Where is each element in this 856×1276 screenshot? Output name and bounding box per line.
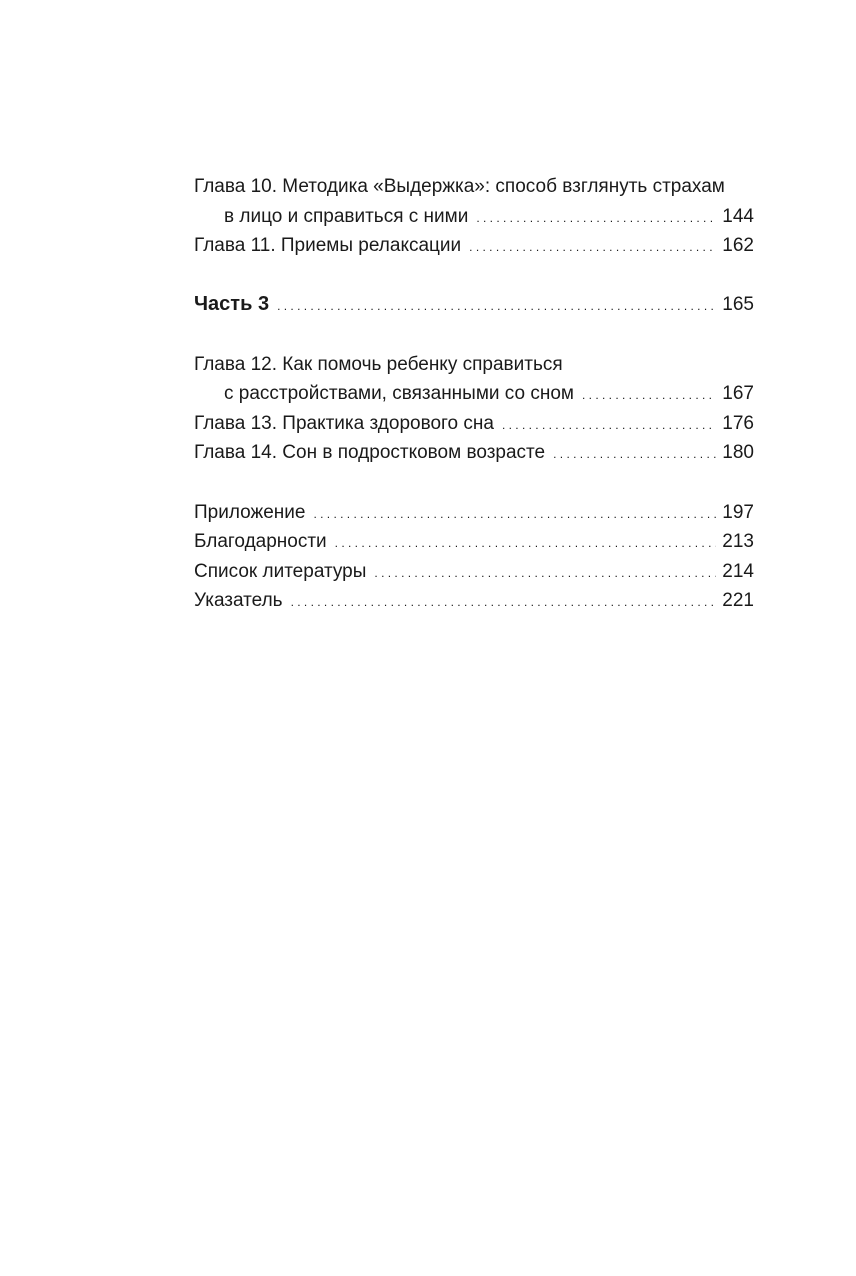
dot-leader: [553, 438, 716, 470]
toc-page-number: 162: [722, 235, 754, 257]
toc-entry-chapter-12-line2: [194, 379, 754, 409]
toc-page-number: 197: [722, 501, 754, 523]
section-gap: [194, 468, 754, 498]
toc-entry-title: Глава 13. Практика здорового сна: [194, 412, 494, 434]
toc-entry-chapter-12-line1: [194, 350, 754, 380]
toc-page-number: 165: [722, 294, 754, 316]
section-gap: [194, 320, 754, 350]
toc-entry-title: в лицо и справиться с ними: [224, 205, 469, 227]
toc-entry-title: Благодарности: [194, 531, 327, 553]
toc-entry-chapter-11: [194, 231, 754, 261]
toc-entry-title: Глава 12. Как помочь ребенку справиться: [194, 353, 563, 375]
toc-entry-bibliography: [194, 557, 754, 587]
toc-page-number: 176: [722, 412, 754, 434]
toc-page-number: 144: [722, 205, 754, 227]
dot-leader: [502, 409, 716, 441]
dot-leader: [277, 290, 716, 322]
section-gap: [194, 261, 754, 291]
dot-leader: [374, 557, 716, 589]
dot-leader: [313, 498, 716, 530]
dot-leader: [335, 527, 717, 559]
toc-entry-title: Указатель: [194, 590, 283, 612]
toc-entry-title: Глава 10. Методика «Выдержка»: способ взглянуть страхам: [194, 176, 725, 197]
toc-page-number: 214: [722, 560, 754, 582]
toc-entry-chapter-10-line1: [194, 172, 754, 202]
dot-leader: [469, 231, 716, 263]
toc-entry-chapter-10-line2: [194, 202, 754, 232]
toc-entry-chapter-13: [194, 409, 754, 439]
toc-entry-index: [194, 586, 754, 616]
dot-leader: [291, 586, 717, 618]
dot-leader: [476, 202, 716, 234]
toc-entry-title: Глава 11. Приемы релаксации: [194, 235, 462, 257]
toc-entry-part-3: [194, 290, 754, 320]
toc-page-number: 221: [722, 590, 754, 612]
table-of-contents: [194, 172, 754, 616]
toc-entry-title: Список литературы: [194, 560, 367, 582]
toc-page-number: 180: [722, 442, 754, 464]
toc-entry-title: с расстройствами, связанными со сном: [224, 383, 574, 405]
toc-page-number: 213: [722, 531, 754, 553]
toc-entry-chapter-14: [194, 438, 754, 468]
toc-page-number: 167: [722, 383, 754, 405]
toc-entry-acknowledgements: [194, 527, 754, 557]
toc-entry-title: Глава 14. Сон в подростковом возрасте: [194, 442, 546, 464]
toc-entry-appendix: [194, 498, 754, 528]
toc-entry-title: Приложение: [194, 501, 306, 523]
toc-part-title: Часть 3: [194, 293, 270, 316]
dot-leader: [582, 379, 716, 411]
